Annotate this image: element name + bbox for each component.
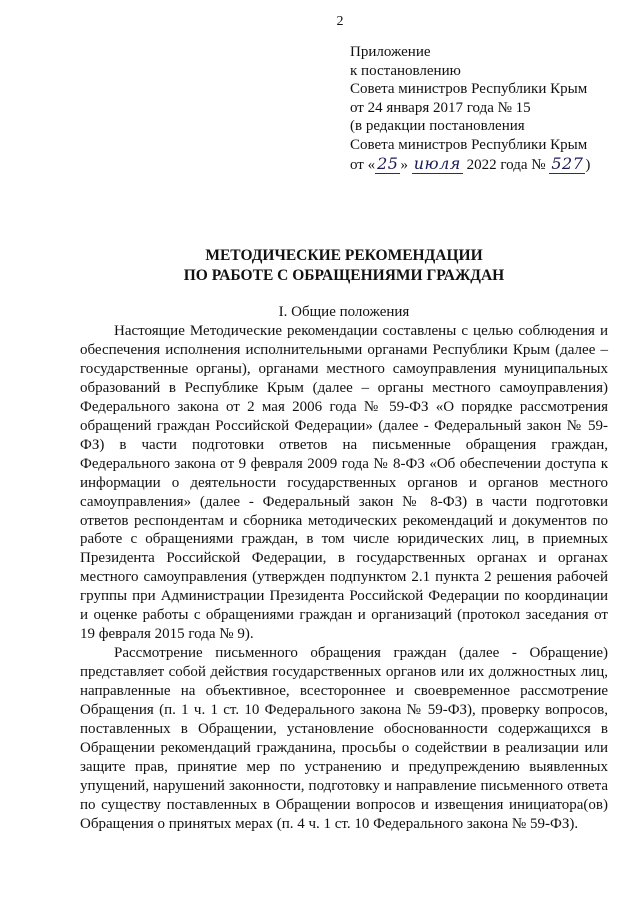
paragraph: Рассмотрение письменного обращения граждан (далее - Обращение) представляет собой действия государственных органов или их должностных лиц, направленные на объективное, всестороннее и своевременное рассмотрение Обращения (п. 1 ч. 1 ст. 10 Федерального закона № 59-ФЗ), проверку вопросов, поставленных в Обращении, установление обоснованности содержащихся в Обращении рекомендаций гражданина, просьбы о содействии в реализации или защите прав, принятие мер по устранению и предупреждению выявленных упущений, нарушений законности, подготовку и направление письменного ответа по существу поставленных в Обращении вопросов и извещения инициатора(ов) Обращения о принятых мерах (п. 4 ч. 1 ст. 10 Федерального закона № 59-ФЗ).	[80, 645, 608, 832]
appendix-line: к постановлению	[350, 62, 461, 79]
date-prefix: от «	[350, 156, 376, 173]
page-number: 2	[336, 14, 344, 29]
appendix-line: от 24 января 2017 года № 15	[350, 99, 531, 116]
amendment-date-line	[350, 155, 590, 175]
title-line: МЕТОДИЧЕСКИЕ РЕКОМЕНДАЦИИ	[205, 247, 483, 264]
appendix-line: Приложение	[350, 44, 431, 60]
handwritten-number: 527	[551, 153, 584, 173]
handwritten-day: 25	[377, 153, 399, 173]
title-line: ПО РАБОТЕ С ОБРАЩЕНИЯМИ ГРАЖДАН	[183, 267, 505, 284]
appendix-line: Совета министров Республики Крым	[350, 136, 588, 153]
appendix-line: Совета министров Республики Крым	[350, 81, 588, 98]
handwritten-month: июля	[413, 153, 461, 173]
date-mid: »	[400, 156, 412, 173]
section-heading: I. Общие положения	[278, 304, 410, 320]
appendix-line: (в редакции постановления	[350, 118, 525, 135]
date-suffix: )	[585, 156, 591, 173]
paragraph: Настоящие Методические рекомендации составлены с целью соблюдения и обеспечения исполнения исполнительными органами Республики Крым (далее – государственные органы), органами местного самоуправления муниципальных образований в Республике Крым (далее – органы местного самоуправления) Федерального закона от 2 мая 2006 года № 59-ФЗ «О порядке рассмотрения обращений граждан Российской Федерации» (далее - Федеральный закон № 59-ФЗ) в части подготовки ответов на письменные обращения граждан, Федерального закона от 9 февраля 2009 года № 8-ФЗ «Об обеспечении доступа к информации о деятельности государственных органов и органов местного самоуправления» (далее - Федеральный закон № 8-ФЗ) в части подготовки ответов респондентам и сборника методических рекомендаций и документов по работе с обращениями граждан, в том числе юридических лиц, в приемных Президента Российской Федерации, в государственных органах и органах местного самоуправления (утвержден подпунктом 2.1 пункта 2 решения рабочей группы при Администрации Президента Российской Федерации по координации и оценке работы с обращениями граждан и организаций (протокол заседания от 19 февраля 2015 года № 9).	[80, 323, 608, 643]
appendix-block	[350, 43, 590, 174]
document-title	[80, 246, 608, 286]
year-text: 2022 года №	[462, 156, 550, 173]
body-text	[80, 322, 608, 834]
